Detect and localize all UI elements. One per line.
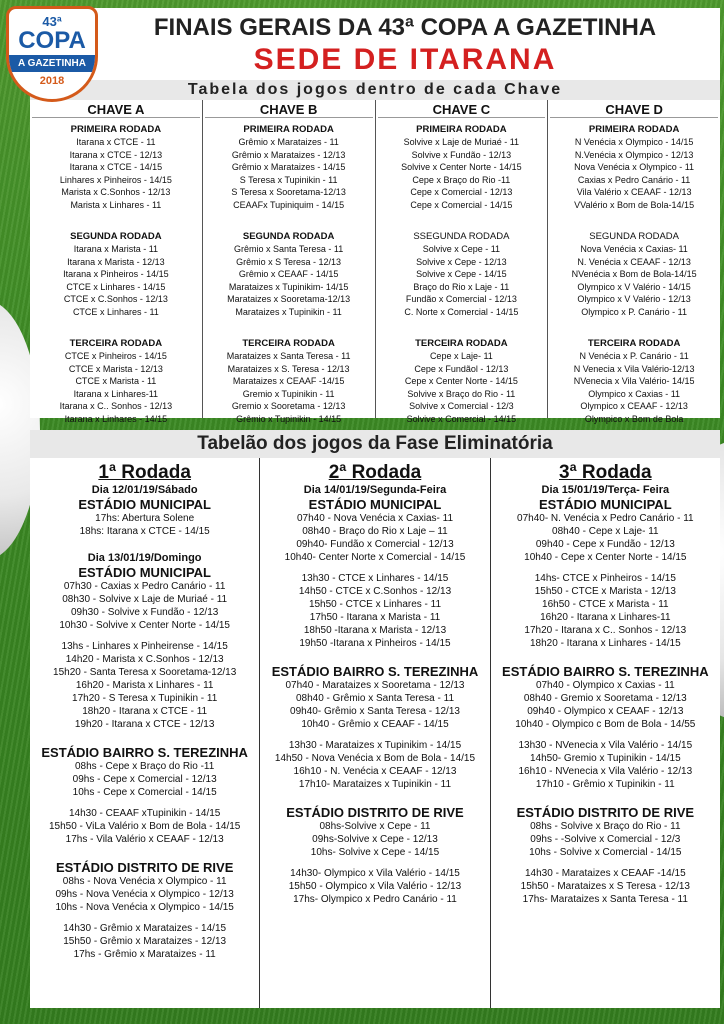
group-game: Solvive x Comercial - 12/3 — [409, 401, 514, 411]
group-game: Cepe x Fundãol - 12/13 — [414, 363, 509, 374]
group-game: Caxias x Pedro Canário - 11 — [577, 174, 691, 185]
venue-name: ESTÁDIO MUNICIPAL — [78, 565, 211, 580]
group-name: CHAVE D — [550, 102, 718, 118]
match-line: 10hs - Solvive x Comercial - 14/15 — [529, 847, 682, 858]
group-game: Marataizes x Tupinikin - 11 — [235, 306, 342, 317]
group-game: Grêmio x Marataizes - 12/13 — [231, 149, 346, 160]
group-game: Grêmio x CEAAF - 14/15 — [238, 269, 339, 279]
group-game: S Teresa x Sooretama-12/13 — [231, 187, 346, 197]
group-game: CTCE x Marista - 12/13 — [68, 363, 163, 374]
group-round — [32, 123, 200, 225]
game-spacer — [32, 914, 257, 922]
block-spacer — [493, 650, 718, 664]
match-line: 15h50 - CTCE x Linhares - 11 — [308, 599, 442, 610]
group-round — [550, 123, 718, 225]
game-spacer — [262, 731, 487, 739]
group-game: Gremio x Tupinikin - 11 — [242, 388, 335, 399]
elim-round-column — [30, 458, 260, 1008]
group-game: VValério x Bom de Bola-14/15 — [574, 199, 695, 210]
group-game: NVenecia x Vila Valério- 14/15 — [573, 376, 695, 386]
group-game: Olympico x Bom de Bola — [584, 413, 684, 424]
group-round-title: SEGUNDA RODADA — [242, 231, 335, 242]
group-game: Cepe x Comercial - 12/13 — [410, 187, 513, 197]
group-round — [550, 337, 718, 439]
match-line: 13h30 - NVenecia x Vila Valério - 14/15 — [518, 740, 693, 751]
group-round-title: TERCEIRA RODADA — [587, 338, 681, 349]
match-line: 08h40 - Cepe x Laje- 11 — [552, 526, 659, 537]
group-game: Cepe x Braço do Rio -11 — [412, 174, 511, 185]
match-line: 08hs-Solvive x Cepe - 11 — [319, 821, 431, 832]
match-line: 17h10- Marataizes x Tupinikin - 11 — [298, 779, 452, 790]
match-line: 09h40- Fundão x Comercial - 12/13 — [296, 539, 454, 550]
group-name: CHAVE B — [205, 102, 373, 118]
group-game: Grêmio x Santa Teresa - 11 — [234, 244, 344, 254]
match-line: 08hs - Nova Venécia x Olympico - 11 — [62, 876, 227, 887]
match-date: Dia 12/01/19/Sábado — [91, 484, 198, 496]
group-game: N Venecia x Vila Valério-12/13 — [573, 363, 695, 374]
group-game: Nova Venécia x Olympico - 11 — [574, 162, 695, 172]
elim-round-column — [260, 458, 490, 1008]
group-game: Itarana x Pinheiros - 14/15 — [63, 269, 169, 279]
poster-header — [30, 8, 720, 80]
venue-name: ESTÁDIO DISTRITO DE RIVE — [55, 860, 234, 875]
game-spacer — [32, 632, 257, 640]
poster-subtitle: SEDE DE ITARANA — [253, 43, 557, 76]
group-column — [376, 100, 549, 424]
group-game: Cepe x Comercial - 14/15 — [410, 199, 513, 210]
match-line: 14hs- CTCE x Pinheiros - 14/15 — [534, 573, 676, 584]
group-game: Marataizes x Tupinikim- 14/15 — [228, 281, 349, 292]
group-round — [378, 230, 546, 332]
group-game: CEAAFx Tupiniquim - 14/15 — [233, 199, 345, 210]
venue-name: ESTÁDIO DISTRITO DE RIVE — [286, 805, 464, 820]
group-round-title: TERCEIRA RODADA — [69, 338, 163, 349]
poster-title: FINAIS GERAIS DA 43ª COPA A GAZETINHA — [153, 14, 657, 41]
match-line: 13hs - Linhares x Pinheirense - 14/15 — [61, 641, 228, 652]
match-date: Dia 14/01/19/Segunda-Feira — [303, 484, 447, 496]
match-date: Dia 13/01/19/Domingo — [87, 552, 202, 564]
match-line: 17hs: Abertura Solene — [95, 513, 195, 524]
group-game: Solvive x Fundão - 12/13 — [411, 149, 512, 160]
group-round-title: PRIMEIRA RODADA — [588, 124, 680, 135]
match-line: 09h30 - Solvive x Fundão - 12/13 — [71, 607, 219, 618]
group-game: Grêmio x S Teresa - 12/13 — [236, 256, 342, 267]
group-round — [378, 337, 546, 439]
match-line: 17hs - Grêmio x Marataizes - 11 — [73, 949, 216, 960]
match-line: 10h30 - Solvive x Center Norte - 14/15 — [59, 620, 230, 631]
group-game: CTCE x Pinheiros - 14/15 — [64, 351, 167, 361]
match-line: 08h40 - Grêmio x Santa Teresa - 11 — [295, 693, 455, 704]
match-line: 09h40 - Olympico x CEAAF - 12/13 — [527, 706, 684, 717]
group-game: Gremio x Sooretama - 12/13 — [231, 401, 346, 411]
group-name: CHAVE C — [378, 102, 546, 118]
group-game: Marista x Linhares - 11 — [70, 199, 162, 210]
match-line: 15h50 - CTCE x Marista - 12/13 — [534, 586, 676, 597]
round-title: 1ª Rodada — [98, 462, 191, 483]
group-column — [548, 100, 720, 424]
group-round-title: TERCEIRA RODADA — [242, 338, 335, 349]
block-spacer — [262, 791, 487, 805]
group-game: Nova Venécia x Caxias- 11 — [580, 244, 688, 254]
match-line: 15h50 - Olympico x Vila Valério - 12/13 — [288, 881, 462, 892]
group-game: Itarana x CTCE - 12/13 — [69, 149, 163, 160]
match-line: 14h30- Olympico x Vila Valério - 14/15 — [290, 868, 460, 879]
match-line: 19h50 -Itarana x Pinheiros - 14/15 — [299, 638, 451, 649]
group-game: Vila Valério x CEAAF - 12/13 — [576, 187, 692, 197]
copa-logo — [6, 6, 98, 102]
match-line: 09h40- Grêmio x Santa Teresa - 12/13 — [290, 706, 460, 717]
logo-year: 2018 — [39, 75, 65, 87]
match-line: 10hs - Nova Venécia x Olympico - 14/15 — [55, 902, 234, 913]
group-game: Itarana x Marista - 11 — [73, 244, 159, 254]
group-game: Braço do Rio x Laje - 11 — [413, 281, 510, 292]
group-round-title: SEGUNDA RODADA — [589, 231, 679, 242]
block-spacer — [262, 650, 487, 664]
match-line: 15h20 - Santa Teresa x Sooretama-12/13 — [53, 667, 237, 678]
game-spacer — [493, 564, 718, 572]
group-game: Solvive x Braço do Rio - 11 — [407, 388, 516, 399]
group-game: Cepe x Laje- 11 — [429, 351, 493, 361]
match-line: 14h50 - Nova Venécia x Bom de Bola - 14/15 — [274, 753, 476, 764]
group-round — [550, 230, 718, 332]
venue-name: ESTÁDIO BAIRRO S. TEREZINHA — [502, 664, 709, 679]
group-game: N Venécia x Olympico - 14/15 — [574, 137, 694, 147]
group-round-title: PRIMEIRA RODADA — [243, 124, 334, 135]
group-name: CHAVE A — [32, 102, 200, 118]
group-game: Grêmio x Marataizes - 11 — [238, 137, 339, 147]
match-line: 17hs - Vila Valério x CEAAF - 12/13 — [65, 834, 224, 845]
match-line: 08h30 - Solvive x Laje de Muriaé - 11 — [62, 594, 228, 605]
match-line: 09hs - Nova Venécia x Olympico - 12/13 — [55, 889, 234, 900]
match-line: 17h20 - Itarana x C.. Sonhos - 12/13 — [524, 625, 687, 636]
elim-heading: Tabelão dos jogos da Fase Eliminatória — [30, 430, 720, 458]
match-line: 18hs: Itarana x CTCE - 14/15 — [79, 526, 210, 537]
group-game: CTCE x C.Sonhos - 12/13 — [63, 294, 168, 304]
group-game: Itarana x CTCE - 11 — [76, 137, 156, 147]
match-line: 16h20 - Itarana x Linhares-11 — [540, 612, 671, 623]
venue-name: ESTÁDIO MUNICIPAL — [308, 497, 442, 512]
group-game: CTCE x Marista - 11 — [75, 376, 157, 386]
match-line: 16h10 - N. Venécia x CEAAF - 12/13 — [293, 766, 457, 777]
match-line: 17h50 - Itarana x Marista - 11 — [309, 612, 441, 623]
venue-name: ESTÁDIO BAIRRO S. TEREZINHA — [271, 664, 479, 679]
elim-round-column — [491, 458, 720, 1008]
match-line: 16h20 - Marista x Linhares - 11 — [75, 680, 214, 691]
group-column — [30, 100, 203, 424]
match-line: 13h30 - Marataizes x Tupinikim - 14/15 — [288, 740, 462, 751]
venue-name: ESTÁDIO BAIRRO S. TEREZINHA — [41, 745, 248, 760]
match-line: 07h40 - Marataizes x Sooretama - 12/13 — [285, 680, 465, 691]
match-line: 16h10 - NVenecia x Vila Valério - 12/13 — [518, 766, 693, 777]
match-line: 07h40 - Nova Venécia x Caxias- 11 — [296, 513, 453, 524]
game-spacer — [493, 731, 718, 739]
match-line: 14h20 - Marista x C.Sonhos - 12/13 — [65, 654, 224, 665]
group-game: Solvive x Cepe - 11 — [422, 244, 501, 254]
game-spacer — [493, 859, 718, 867]
group-round-title: SEGUNDA RODADA — [70, 231, 162, 242]
group-game: Grêmio x Tupinikin - 14/15 — [236, 413, 342, 424]
group-round-title: PRIMEIRA RODADA — [70, 124, 162, 135]
match-line: 18h20 - Itarana x CTCE - 11 — [82, 706, 208, 717]
group-game: Itarana x C.. Sonhos - 12/13 — [59, 401, 173, 411]
match-line: 17h20 - S Teresa x Tupinikin - 11 — [72, 693, 218, 704]
venue-name: ESTÁDIO MUNICIPAL — [538, 497, 672, 512]
match-line: 15h50 - Marataizes x S Teresa - 12/13 — [520, 881, 690, 892]
match-line: 14h30 - Grêmio x Marataizes - 14/15 — [63, 923, 227, 934]
match-line: 09h40 - Cepe x Fundão - 12/13 — [535, 539, 675, 550]
group-round — [205, 337, 373, 439]
group-round-title: PRIMEIRA RODADA — [416, 124, 507, 135]
group-game: Itarana x CTCE - 14/15 — [69, 162, 163, 172]
group-game: Solvive x Cepe - 14/15 — [416, 269, 507, 279]
match-line: 10h40 - Cepe x Center Norte - 14/15 — [524, 552, 687, 563]
group-game: Fundão x Comercial - 12/13 — [405, 294, 517, 304]
match-line: 15h50 - Grêmio x Marataizes - 12/13 — [63, 936, 227, 947]
group-game: Olympico x V Valério - 14/15 — [577, 281, 691, 292]
group-game: Solvive x Center Norte - 14/15 — [401, 162, 522, 172]
group-game: Solvive x Laje de Muriaé - 11 — [403, 137, 520, 147]
group-game: Olympico x P. Canário - 11 — [581, 306, 687, 317]
group-game: Itarana x Marista - 12/13 — [67, 256, 165, 267]
match-line: 19h20 - Itarana x CTCE - 12/13 — [74, 719, 215, 730]
match-line: 18h20 - Itarana x Linhares - 14/15 — [529, 638, 681, 649]
group-column — [203, 100, 376, 424]
match-line: 14h30 - CEAAF xTupinikin - 14/15 — [68, 808, 221, 819]
group-round-title: TERCEIRA RODADA — [415, 338, 508, 349]
groups-heading: Tabela dos jogos dentro de cada Chave — [30, 80, 720, 100]
match-line: 09hs - Cepe x Comercial - 12/13 — [72, 774, 217, 785]
game-spacer — [262, 859, 487, 867]
round-title: 2ª Rodada — [328, 462, 422, 483]
group-round — [205, 123, 373, 225]
elimination-table — [30, 458, 720, 1008]
group-game: Linhares x Pinheiros - 14/15 — [59, 174, 172, 185]
group-game: Grêmio x Marataizes - 14/15 — [231, 162, 346, 172]
block-spacer — [493, 791, 718, 805]
groups-table — [30, 100, 720, 424]
group-game: N.Venécia x Olympico - 12/13 — [574, 149, 694, 160]
group-game: CTCE x Linhares - 14/15 — [66, 281, 166, 292]
group-game: Olympico x Caxias - 11 — [588, 388, 681, 399]
group-round-title: SSEGUNDA RODADA — [413, 231, 510, 242]
match-line: 17h10 - Grêmio x Tupinikin - 11 — [535, 779, 675, 790]
group-game: N Venécia x P. Canário - 11 — [579, 351, 689, 361]
match-line: 09hs - -Solvive x Comercial - 12/3 — [530, 834, 681, 845]
group-game: CTCE x Linhares - 11 — [72, 306, 159, 317]
venue-name: ESTÁDIO DISTRITO DE RIVE — [516, 805, 695, 820]
match-line: 10hs- Solvive x Cepe - 14/15 — [310, 847, 440, 858]
match-line: 14h50- Gremio x Tupinikin - 14/15 — [530, 753, 681, 764]
match-line: 17hs- Marataizes x Santa Teresa - 11 — [522, 894, 688, 905]
match-line: 09hs-Solvive x Cepe - 12/13 — [312, 834, 438, 845]
group-game: S Teresa x Tupinikin - 11 — [239, 174, 338, 185]
match-line: 07h40 - Olympico x Caxias - 11 — [535, 680, 675, 691]
group-game: Itarana x Linhares-11 — [73, 388, 159, 399]
block-spacer — [32, 846, 257, 860]
match-line: 08hs - Cepe x Braço do Rio -11 — [74, 761, 215, 772]
group-game: Solvive x Cepe - 12/13 — [416, 256, 507, 267]
block-spacer — [32, 538, 257, 552]
match-line: 18h50 -Itarana x Marista - 12/13 — [303, 625, 447, 636]
round-title: 3ª Rodada — [559, 462, 652, 483]
logo-copa: COPA — [18, 27, 86, 54]
match-line: 08hs - Solvive x Braço do Rio - 11 — [530, 821, 681, 832]
group-game: Marataizes x CEAAF -14/15 — [232, 376, 345, 386]
group-round — [205, 230, 373, 332]
match-line: 14h50 - CTCE x C.Sonhos - 12/13 — [298, 586, 452, 597]
group-round — [32, 337, 200, 439]
group-game: Marataizes x Sooretama-12/13 — [227, 294, 351, 304]
group-round — [32, 230, 200, 332]
block-spacer — [32, 731, 257, 745]
match-line: 10h40 - Grêmio x CEAAF - 14/15 — [301, 719, 449, 730]
match-line: 07h40- N. Venécia x Pedro Canário - 11 — [517, 513, 694, 524]
match-line: 16h50 - CTCE x Marista - 11 — [542, 599, 669, 610]
game-spacer — [262, 564, 487, 572]
group-game: Marista x C.Sonhos - 12/13 — [61, 187, 171, 197]
group-game: Cepe x Center Norte - 14/15 — [404, 376, 518, 386]
group-game: N. Venécia x CEAAF - 12/13 — [577, 256, 691, 267]
match-line: 10hs - Cepe x Comercial - 14/15 — [72, 787, 217, 798]
group-game: Itarana x Linhares - 14/15 — [64, 413, 168, 424]
match-line: 10h40- Center Norte x Comercial - 14/15 — [284, 552, 466, 563]
logo-edition: 43ª — [42, 14, 62, 29]
match-line: 17hs- Olympico x Pedro Canário - 11 — [293, 894, 457, 905]
match-line: 08h40 - Gremio x Sooretama - 12/13 — [523, 693, 687, 704]
group-game: Marataizes x S. Teresa - 12/13 — [227, 363, 350, 374]
logo-gazetinha: A GAZETINHA — [9, 55, 95, 72]
group-game: Olympico x CEAAF - 12/13 — [580, 401, 688, 411]
match-line: 15h50 - ViLa Valério x Bom de Bola - 14/15 — [48, 821, 241, 832]
group-round — [378, 123, 546, 225]
group-game: Olympico x V Valério - 12/13 — [577, 294, 691, 304]
match-line: 08h40 - Braço do Rio x Laje – 11 — [302, 526, 448, 537]
match-line: 14h30 - Marataizes x CEAAF -14/15 — [525, 868, 686, 879]
match-line: 07h30 - Caxias x Pedro Canário - 11 — [63, 581, 226, 592]
venue-name: ESTÁDIO MUNICIPAL — [78, 497, 211, 512]
match-date: Dia 15/01/19/Terça- Feira — [541, 484, 670, 496]
game-spacer — [32, 799, 257, 807]
match-line: 10h40 - Olympico c Bom de Bola - 14/55 — [515, 719, 696, 730]
group-game: NVenécia x Bom de Bola-14/15 — [571, 269, 697, 279]
match-line: 13h30 - CTCE x Linhares - 14/15 — [301, 573, 449, 584]
group-game: Marataizes x Santa Teresa - 11 — [226, 351, 351, 361]
group-game: C. Norte x Comercial - 14/15 — [404, 306, 519, 317]
group-game: Solvive x Comercial - 14/15 — [406, 413, 517, 424]
